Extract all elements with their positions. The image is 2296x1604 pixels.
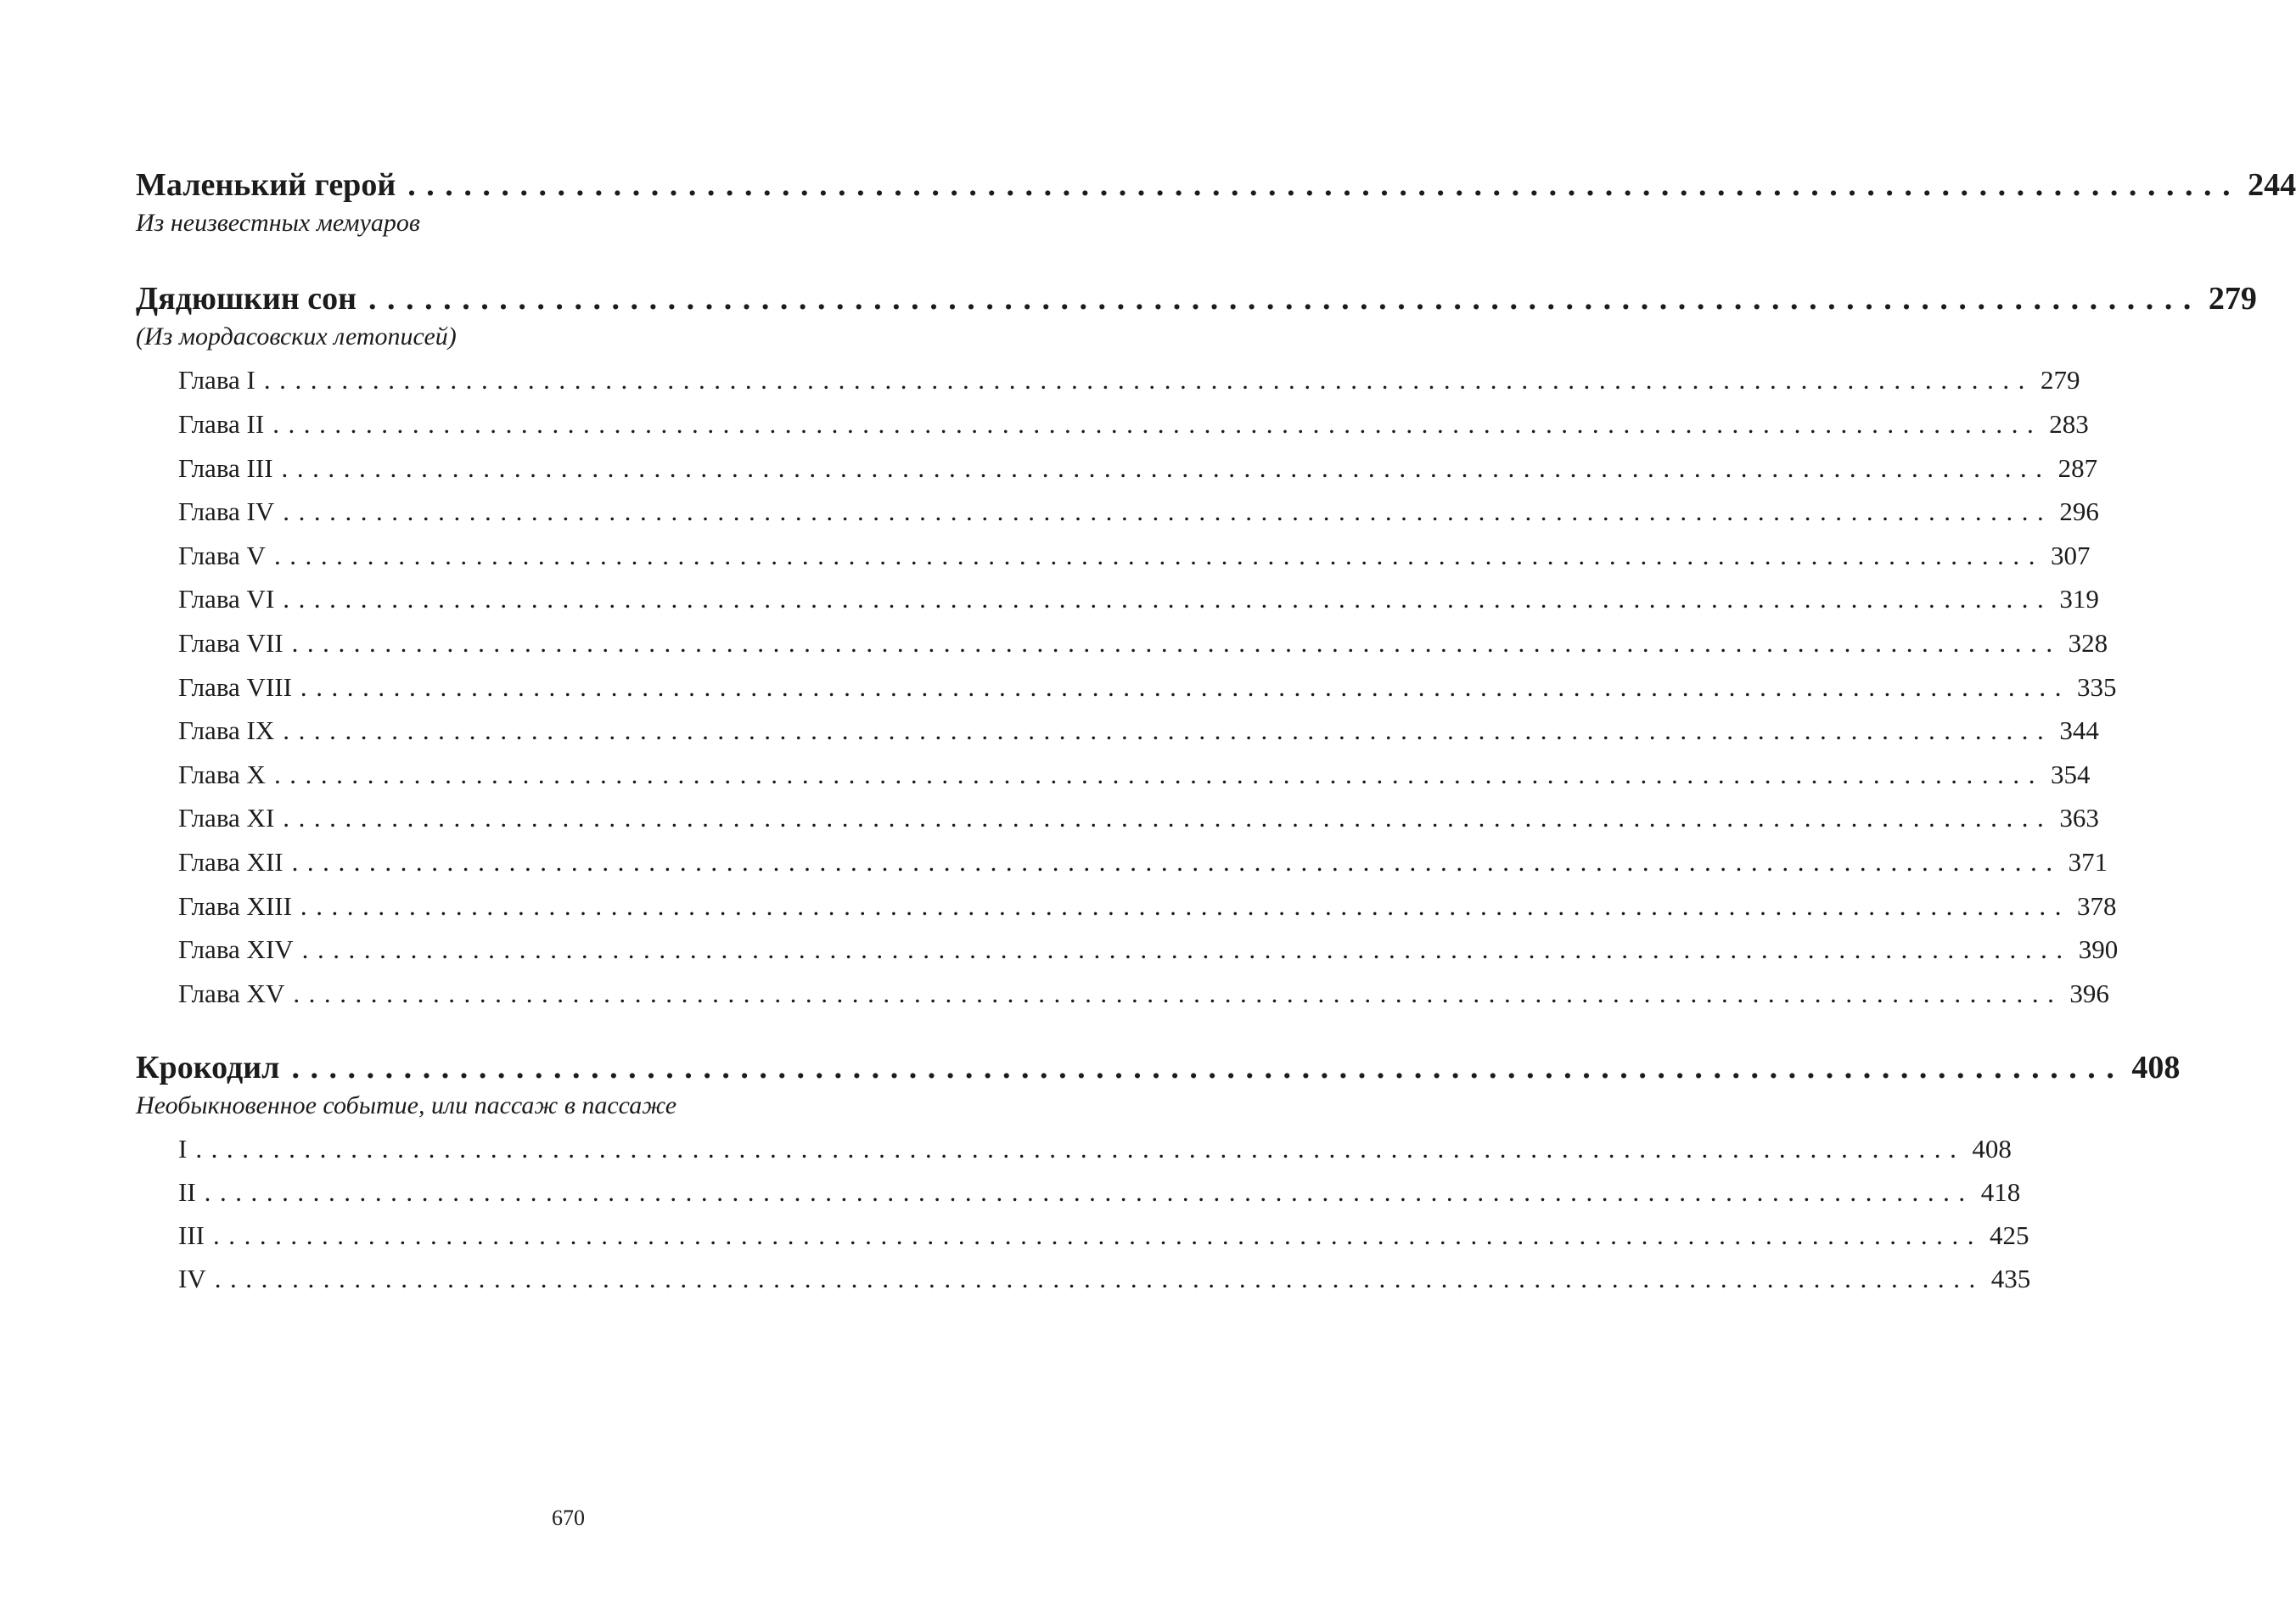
- toc-entry-chapter[interactable]: [178, 1220, 2029, 1251]
- chapter-page-number: 408: [1972, 1134, 2012, 1164]
- dot-leader: ..................................................................................................................: [300, 891, 2070, 921]
- chapter-page-number: 344: [2059, 715, 2099, 745]
- chapter-page-number: 307: [2051, 541, 2091, 570]
- toc-entry-work[interactable]: [136, 166, 2296, 204]
- dot-leader: ..................................................................................................................: [281, 453, 2052, 483]
- work-title: Маленький герой: [136, 167, 396, 203]
- chapter-page-number: 319: [2059, 584, 2099, 614]
- work-page-number: 244: [2248, 167, 2296, 203]
- dot-leader: ..................................................................................................................: [300, 672, 2070, 702]
- dot-leader: ..................................................................................................................: [273, 541, 2045, 570]
- chapter-page-number: 363: [2059, 803, 2099, 833]
- toc-entry-chapter[interactable]: [178, 847, 2108, 878]
- chapter-label: Глава XII: [178, 847, 283, 877]
- dot-leader: ..................................................................................................: [407, 167, 2242, 203]
- toc-entry-chapter[interactable]: [178, 541, 2091, 571]
- chapter-label: Глава II: [178, 409, 265, 439]
- dot-leader: ..................................................................................................................: [293, 979, 2063, 1008]
- chapter-page-number: 283: [2049, 409, 2089, 439]
- chapter-label: Глава XV: [178, 979, 285, 1008]
- chapter-label: Глава XIII: [178, 891, 292, 921]
- chapter-page-number: 296: [2059, 496, 2099, 526]
- chapter-page-number: 287: [2057, 453, 2098, 483]
- dot-leader: ..................................................................................................................: [283, 803, 2053, 833]
- dot-leader: ..................................................................................................................: [195, 1134, 1966, 1164]
- dot-leader: ..................................................................................................................: [272, 409, 2043, 439]
- dot-leader: ..................................................................................................................: [283, 715, 2053, 745]
- chapter-label: Глава IX: [178, 715, 275, 745]
- dot-leader: ..................................................................................................................: [301, 934, 2072, 964]
- work-title: Дядюшкин сон: [136, 281, 356, 317]
- dot-leader: ..................................................................................................: [368, 281, 2202, 317]
- work-title: Крокодил: [136, 1050, 280, 1085]
- dot-leader: ..................................................................................................: [291, 1050, 2125, 1085]
- chapter-label: Глава XIV: [178, 934, 294, 964]
- chapter-label: Глава VIII: [178, 672, 292, 702]
- toc-entry-chapter[interactable]: [178, 891, 2117, 922]
- chapter-label: Глава XI: [178, 803, 275, 833]
- work-page-number: 408: [2131, 1050, 2181, 1085]
- toc-entry-chapter[interactable]: [178, 496, 2099, 527]
- chapter-label: II: [178, 1177, 196, 1207]
- chapter-label: Глава V: [178, 541, 266, 570]
- chapter-label: IV: [178, 1264, 206, 1293]
- chapter-label: III: [178, 1220, 205, 1250]
- dot-leader: ..................................................................................................................: [263, 365, 2034, 395]
- toc-entry-work[interactable]: [136, 280, 2257, 317]
- chapter-page-number: 279: [2040, 365, 2080, 395]
- dot-leader: ..................................................................................................................: [204, 1177, 1974, 1207]
- toc-entry-chapter[interactable]: [178, 934, 2119, 965]
- dot-leader: ..................................................................................................................: [283, 584, 2053, 614]
- chapter-page-number: 371: [2068, 847, 2108, 877]
- chapter-label: Глава VII: [178, 628, 283, 658]
- chapter-page-number: 425: [1990, 1220, 2029, 1250]
- chapter-page-number: 328: [2068, 628, 2108, 658]
- toc-entry-chapter[interactable]: [178, 409, 2089, 440]
- toc-entry-chapter[interactable]: [178, 628, 2108, 659]
- chapter-page-number: 354: [2051, 760, 2091, 789]
- work-page-number: 279: [2208, 281, 2257, 317]
- toc-entry-chapter[interactable]: [178, 760, 2091, 790]
- chapter-label: Глава I: [178, 365, 255, 395]
- chapter-page-number: 396: [2069, 979, 2109, 1008]
- chapter-label: Глава III: [178, 453, 273, 483]
- chapter-page-number: 418: [1980, 1177, 2021, 1207]
- toc-entry-chapter[interactable]: [178, 979, 2109, 1009]
- toc-entry-chapter[interactable]: [178, 1264, 2031, 1294]
- work-subtitle: Необыкновенное событие, или пассаж в пассаже: [136, 1091, 677, 1119]
- chapter-label: Глава IV: [178, 496, 275, 526]
- chapter-page-number: 335: [2076, 672, 2117, 702]
- chapter-label: I: [178, 1134, 188, 1164]
- toc-entry-chapter[interactable]: [178, 672, 2117, 703]
- toc-entry-chapter[interactable]: [178, 453, 2098, 484]
- toc-entry-chapter[interactable]: [178, 1177, 2021, 1208]
- work-subtitle: (Из мордасовских летописей): [136, 322, 457, 351]
- dot-leader: ..................................................................................................................: [214, 1264, 1984, 1293]
- toc-entry-chapter[interactable]: [178, 1134, 2012, 1164]
- chapter-page-number: 378: [2076, 891, 2117, 921]
- toc-entry-chapter[interactable]: [178, 715, 2099, 746]
- chapter-page-number: 435: [1990, 1264, 2031, 1293]
- toc-entry-work[interactable]: [136, 1049, 2181, 1086]
- work-subtitle: Из неизвестных мемуаров: [136, 209, 420, 237]
- toc-entry-chapter[interactable]: [178, 803, 2099, 833]
- toc-entry-chapter[interactable]: [178, 584, 2099, 614]
- dot-leader: ..................................................................................................................: [212, 1220, 1984, 1250]
- dot-leader: ..................................................................................................................: [291, 847, 2062, 877]
- toc-entry-chapter[interactable]: [178, 365, 2080, 395]
- dot-leader: ..................................................................................................................: [283, 496, 2053, 526]
- chapter-label: Глава X: [178, 760, 266, 789]
- dot-leader: ..................................................................................................................: [273, 760, 2045, 789]
- chapter-label: Глава VI: [178, 584, 275, 614]
- chapter-page-number: 390: [2078, 934, 2119, 964]
- page-number: 670: [552, 1506, 585, 1530]
- dot-leader: ..................................................................................................................: [291, 628, 2062, 658]
